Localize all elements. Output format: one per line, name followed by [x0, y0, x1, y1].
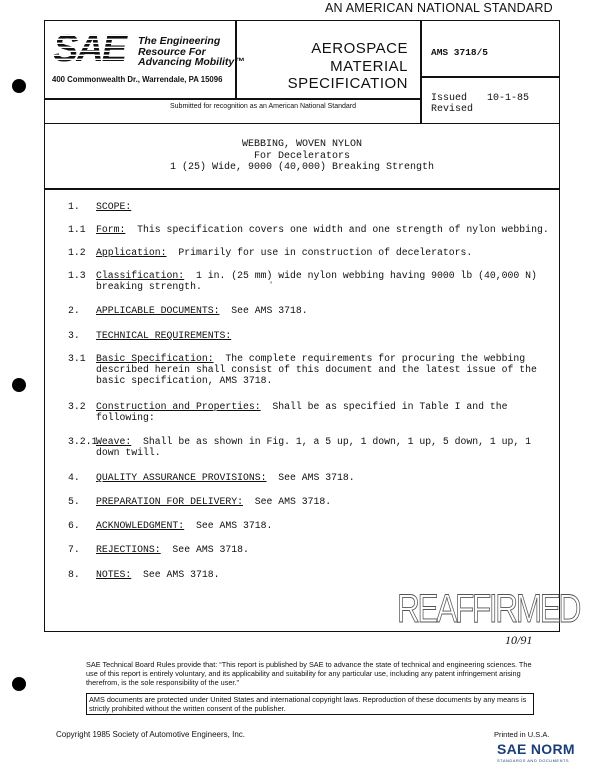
tagline: [138, 36, 245, 68]
section-text: See AMS 3718.: [242, 496, 332, 507]
section-heading: APPLICABLE DOCUMENTS:: [96, 305, 220, 316]
recognition-note: Submitted for recognition as an American National Standard: [170, 103, 356, 110]
tagline-line: The Engineering: [138, 35, 221, 47]
title-divider: [44, 188, 560, 190]
spec-title: [238, 40, 420, 93]
title-line: 1 (25) Wide, 9000 (40,000) Breaking Strength: [169, 162, 435, 173]
section-text: See AMS 3718.: [219, 305, 308, 316]
section-heading: Classification:: [96, 270, 185, 281]
spec-title-line: SPECIFICATION: [287, 75, 408, 92]
section-number: 5.: [68, 496, 80, 507]
copyright-line: Copyright 1985 Society of Automotive Engineers, Inc.: [56, 730, 245, 739]
section-number: 1.3: [68, 270, 86, 281]
section-text: 1 in. (25 mm) wide nylon webbing having 9000 lb (40,000 N): [184, 270, 537, 281]
section-number: 2.: [68, 305, 80, 316]
top-standard-label: AN AMERICAN NATIONAL STANDARD: [325, 1, 553, 15]
section-heading: Form:: [96, 224, 126, 235]
section-heading: QUALITY ASSURANCE PROVISIONS:: [96, 472, 267, 483]
punch-hole: [12, 677, 26, 691]
section-number: 6.: [68, 520, 80, 531]
svg-text:SAE: SAE: [53, 28, 126, 68]
section-heading: ACKNOWLEDGMENT:: [96, 520, 185, 531]
section-number: 3.: [68, 330, 80, 341]
section-number: 3.2.1: [68, 436, 98, 447]
section-number: 4.: [68, 472, 80, 483]
section-text: See AMS 3718.: [131, 569, 220, 580]
issued-date: 10-1-85: [487, 93, 530, 104]
reaffirmed-stamp: [395, 582, 581, 630]
spec-title-line: MATERIAL: [330, 57, 408, 75]
sae-logo: [52, 28, 132, 68]
spec-title-line: AEROSPACE: [311, 40, 408, 57]
title-line: WEBBING, WOVEN NYLON: [241, 139, 363, 150]
header-divider: [420, 20, 422, 124]
tagline-line: Advancing Mobility™: [138, 56, 245, 68]
section-heading: Construction and Properties:: [96, 401, 261, 412]
address: 400 Commonwealth Dr., Warrendale, PA 15096: [52, 75, 223, 84]
section-number: 1.2: [68, 247, 86, 258]
punch-hole: [12, 79, 26, 93]
section-text: See AMS 3718.: [266, 472, 355, 483]
section-text: This specification covers one width and one strength of nylon webbing.: [125, 224, 549, 235]
section-text-cont: described herein shall consist of this document and the latest issue of the: [96, 364, 537, 375]
sae-norm-subtitle: STANDARDS AND DOCUMENTS: [497, 758, 570, 763]
punch-hole: [12, 378, 26, 392]
printed-in-label: Printed in U.S.A.: [494, 730, 550, 739]
section-text: See AMS 3718.: [160, 544, 249, 555]
section-number: 1.: [68, 201, 80, 212]
section-heading: SCOPE:: [96, 201, 132, 212]
title-line: For Decelerators: [253, 150, 350, 162]
section-text-cont: down twill.: [96, 447, 161, 458]
copyright-notice-box: AMS documents are protected under United States and international copyright laws. Reproduction of these documents by any means is strictly prohibited without the written consent of the publisher.: [86, 693, 534, 715]
section-text-cont: basic specification, AMS 3718.: [96, 375, 273, 386]
section-heading: Application:: [96, 247, 167, 258]
section-text: Primarily for use in construction of decelerators.: [166, 247, 473, 258]
pen-mark-icon: ’: [270, 280, 272, 290]
issued-label: Issued: [431, 93, 468, 104]
section-heading: Weave:: [96, 436, 132, 447]
section-number: 1.1: [68, 224, 86, 235]
section-text: See AMS 3718.: [184, 520, 273, 531]
header-divider: [44, 98, 422, 100]
section-text-cont: breaking strength.: [96, 281, 202, 292]
svg-text:REAFFIRMED: REAFFIRMED: [397, 587, 580, 630]
section-text: Shall be as specified in Table I and the: [260, 401, 508, 412]
section-heading: PREPARATION FOR DELIVERY:: [96, 496, 243, 507]
header-divider: [420, 76, 560, 78]
board-rules-note: SAE Technical Board Rules provide that: “This report is published by SAE to advance the state of technical and engineering sciences. The use of this report is entirely voluntary, and its applicability and suitability for any particular use, including any patent infringement arising therefrom, is the sole responsibility of the user.”: [86, 660, 532, 688]
section-heading: NOTES:: [96, 569, 132, 580]
section-text: Shall be as shown in Fig. 1, a 5 up, 1 down, 1 up, 5 down, 1 up, 1: [131, 436, 532, 447]
handwritten-initials: 10/91: [505, 633, 533, 647]
section-number: 8.: [68, 569, 80, 580]
section-text-cont: following:: [96, 412, 155, 423]
section-number: 3.2: [68, 401, 86, 412]
section-number: 7.: [68, 544, 80, 555]
tagline-line: Resource For: [138, 45, 206, 58]
ams-number: AMS 3718/5: [431, 47, 489, 58]
sae-norm-watermark: SAE NORM: [497, 741, 575, 757]
section-heading: TECHNICAL REQUIREMENTS:: [96, 330, 232, 341]
section-heading: REJECTIONS:: [96, 544, 161, 555]
revised-label: Revised: [431, 104, 474, 115]
section-text: The complete requirements for procuring the webbing: [213, 353, 526, 364]
section-number: 3.1: [68, 353, 86, 364]
section-heading: Basic Specification:: [96, 353, 214, 364]
document-title: [44, 139, 560, 174]
issue-info: [431, 93, 529, 115]
